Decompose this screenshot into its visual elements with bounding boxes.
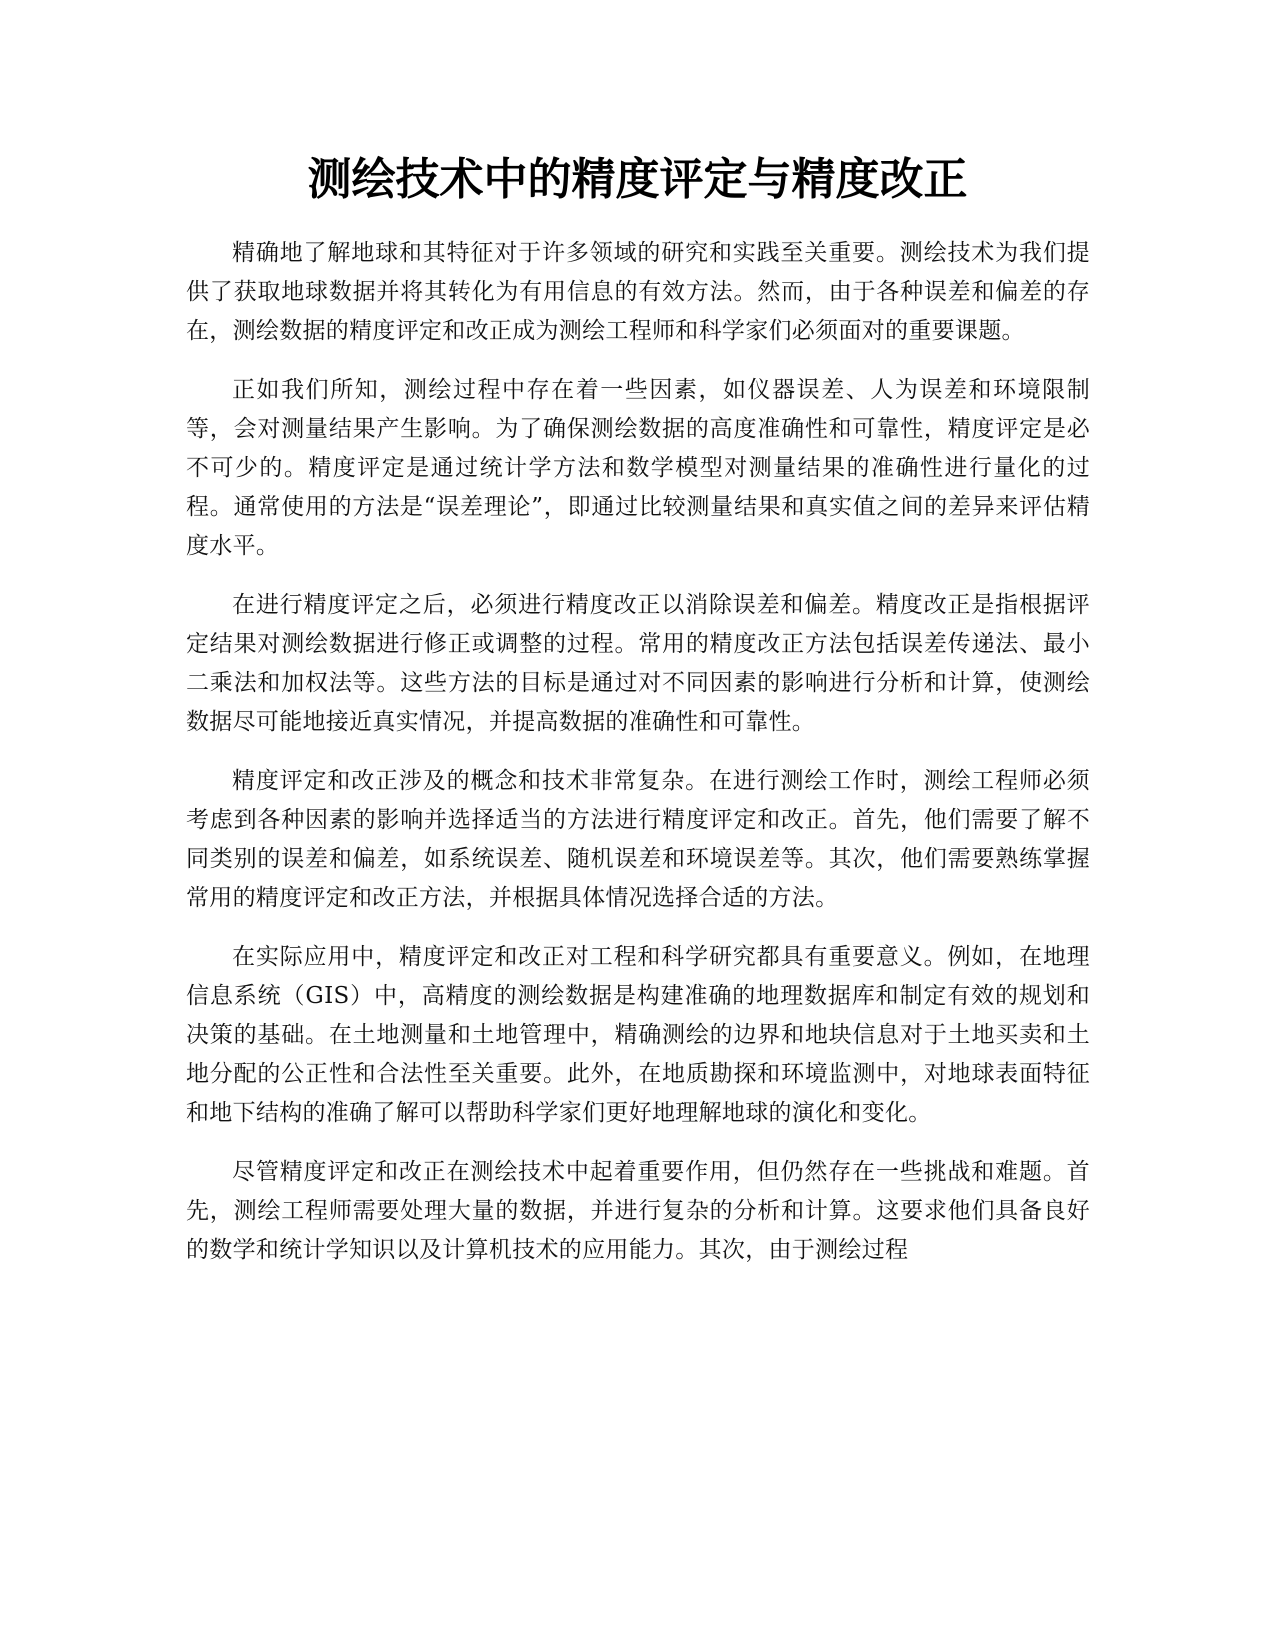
paragraph-5: 在实际应用中，精度评定和改正对工程和科学研究都具有重要意义。例如，在地理信息系统（GIS）中，高精度的测绘数据是构建准确的地理数据库和制定有效的规划和决策的基础。在土地测量和土地管理中，精确测绘的边界和地块信息对于土地买卖和土地分配的公正性和合法性至关重要。此外，在地质勘探和环境监测中，对地球表面特征和地下结构的准确了解可以帮助科学家们更好地理解地球的演化和变化。 xyxy=(186,944,1090,1126)
paragraph-6: 尽管精度评定和改正在测绘技术中起着重要作用，但仍然存在一些挑战和难题。首先，测绘工程师需要处理大量的数据，并进行复杂的分析和计算。这要求他们具备良好的数学和统计学知识以及计算机技术的应用能力。其次，由于测绘过程 xyxy=(186,1159,1090,1263)
document-body xyxy=(186,234,1090,1290)
paragraph-2: 正如我们所知，测绘过程中存在着一些因素，如仪器误差、人为误差和环境限制等，会对测量结果产生影响。为了确保测绘数据的高度准确性和可靠性，精度评定是必不可少的。精度评定是通过统计学方法和数学模型对测量结果的准确性进行量化的过程。通常使用的方法是“误差理论”，即通过比较测量结果和真实值之间的差异来评估精度水平。 xyxy=(186,377,1090,559)
document-title: 测绘技术中的精度评定与精度改正 xyxy=(307,154,968,205)
paragraph-3: 在进行精度评定之后，必须进行精度改正以消除误差和偏差。精度改正是指根据评定结果对测绘数据进行修正或调整的过程。常用的精度改正方法包括误差传递法、最小二乘法和加权法等。这些方法的目标是通过对不同因素的影响进行分析和计算，使测绘数据尽可能地接近真实情况，并提高数据的准确性和可靠性。 xyxy=(186,592,1090,735)
paragraph-4: 精度评定和改正涉及的概念和技术非常复杂。在进行测绘工作时，测绘工程师必须考虑到各种因素的影响并选择适当的方法进行精度评定和改正。首先，他们需要了解不同类别的误差和偏差，如系统误差、随机误差和环境误差等。其次，他们需要熟练掌握常用的精度评定和改正方法，并根据具体情况选择合适的方法。 xyxy=(186,768,1090,911)
paragraph-1: 精确地了解地球和其特征对于许多领域的研究和实践至关重要。测绘技术为我们提供了获取地球数据并将其转化为有用信息的有效方法。然而，由于各种误差和偏差的存在，测绘数据的精度评定和改正成为测绘工程师和科学家们必须面对的重要课题。 xyxy=(186,240,1090,344)
